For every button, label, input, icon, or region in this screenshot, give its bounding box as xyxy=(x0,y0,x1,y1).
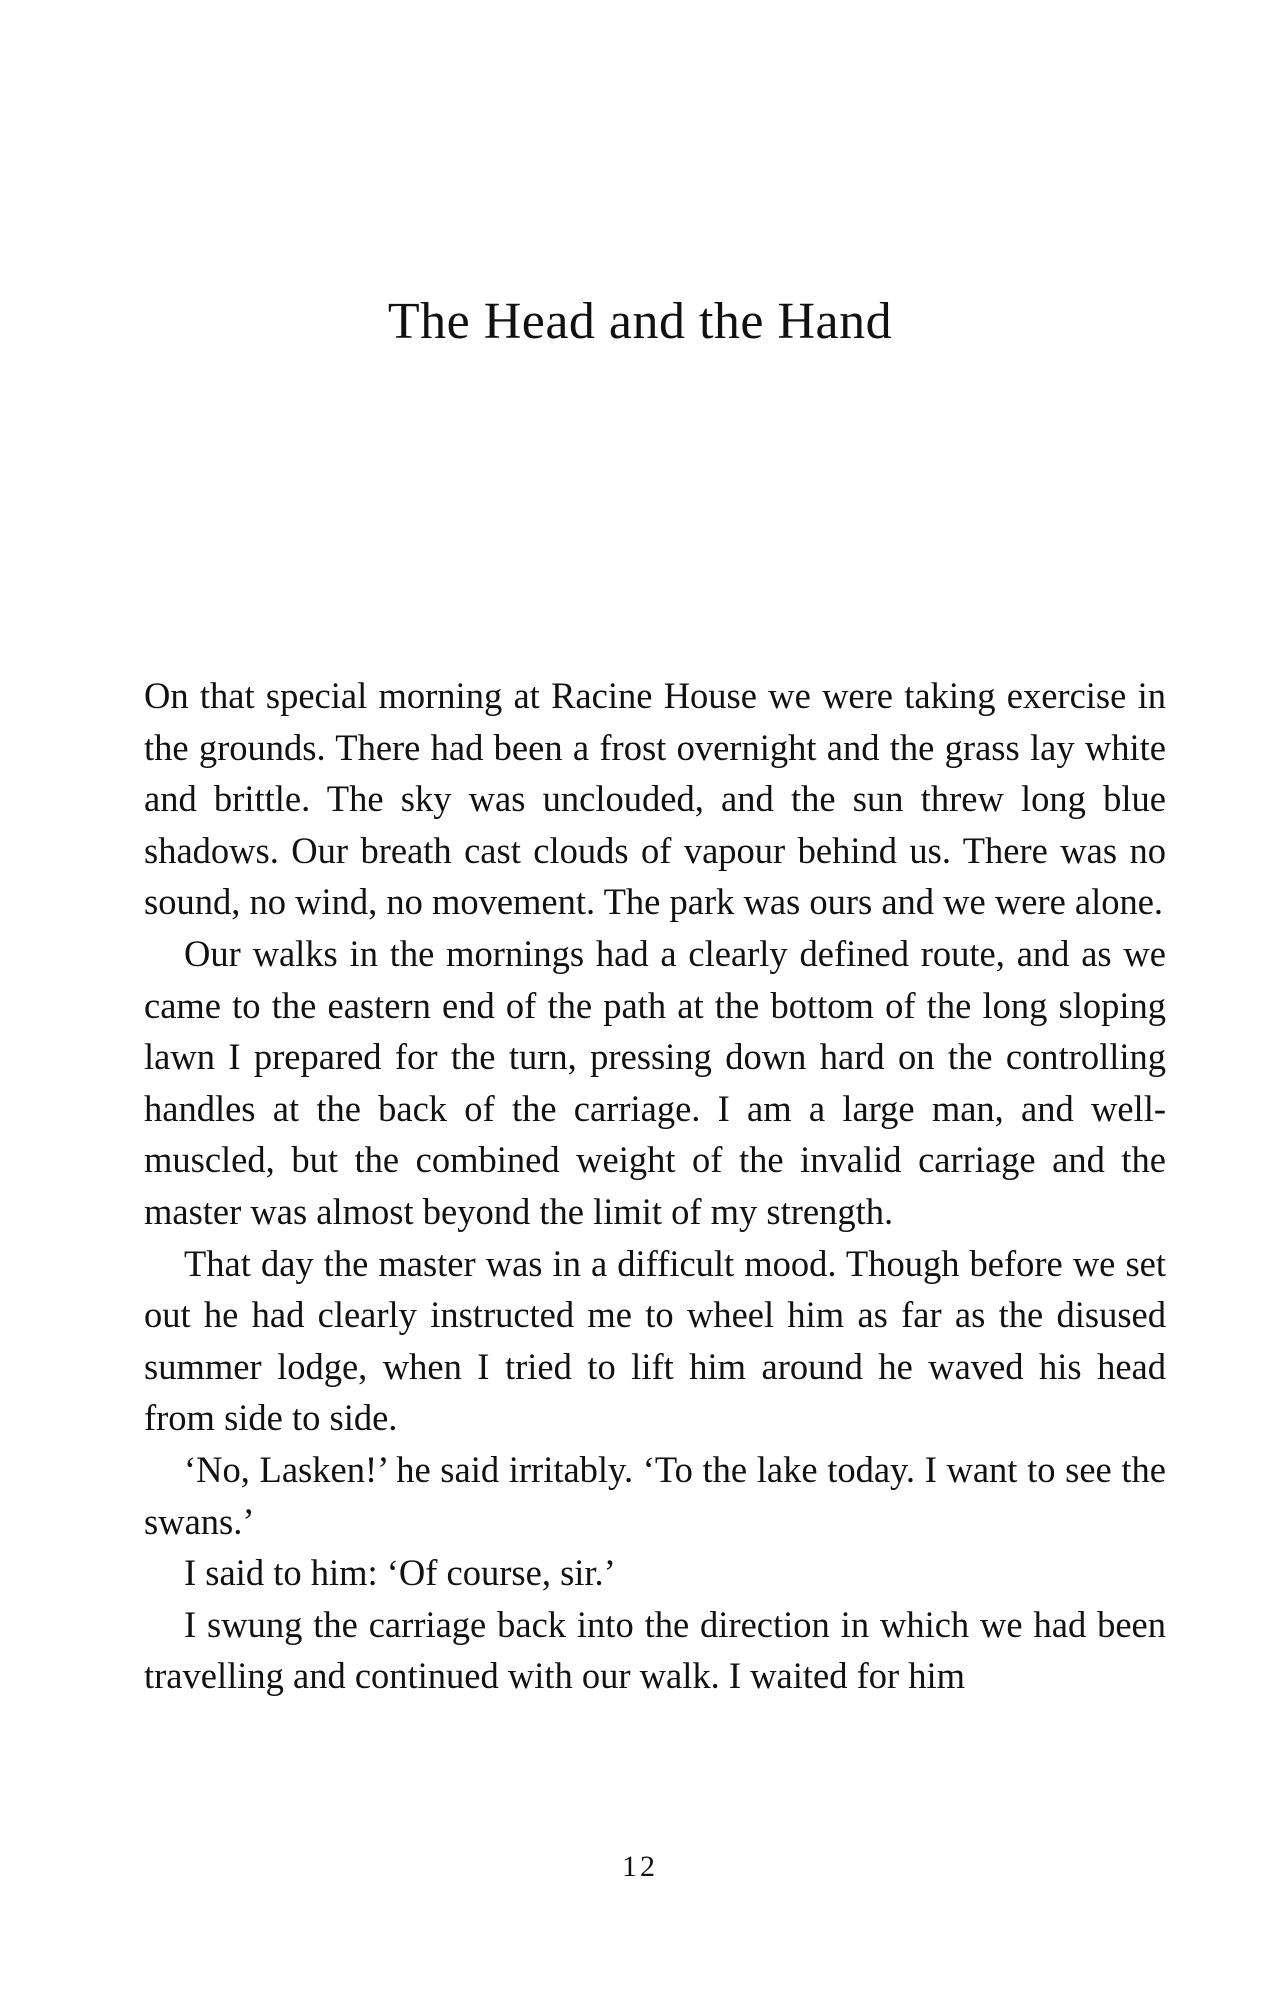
paragraph: On that special morning at Racine House we were taking exercise in the grounds. There had been a frost overnight and the grass lay white and brittle. The sky was unclouded, and the sun threw long blue shadows. Our breath cast clouds of vapour behind us. There was no sound, no wind, no movement. The park was ours and we were alone. xyxy=(144,675,1166,923)
paragraph: I swung the carriage back into the direction in which we had been travelling and continued with our walk. I waited for him xyxy=(144,1603,1166,1697)
paragraph: I said to him: ‘Of course, sir.’ xyxy=(184,1552,616,1594)
body-text xyxy=(144,670,1166,1702)
paragraph: ‘No, Lasken!’ he said irritably. ‘To the lake today. I want to see the swans.’ xyxy=(144,1448,1166,1542)
page-number: 12 xyxy=(622,1850,658,1883)
chapter-title: The Head and the Hand xyxy=(387,293,893,350)
paragraph: Our walks in the mornings had a clearly defined route, and as we came to the eastern end of the path at the bottom of the long sloping lawn I prepared for the turn, pressing down hard on the controlling handles at the back of the carriage. I am a large man, and well-muscled, but the combined weight of the invalid carriage and the master was almost beyond the limit of my strength. xyxy=(144,932,1166,1232)
paragraph: That day the master was in a difficult mood. Though before we set out he had clearly instructed me to wheel him as far as the disused summer lodge, when I tried to lift him around he waved his head from side to side. xyxy=(144,1242,1166,1439)
